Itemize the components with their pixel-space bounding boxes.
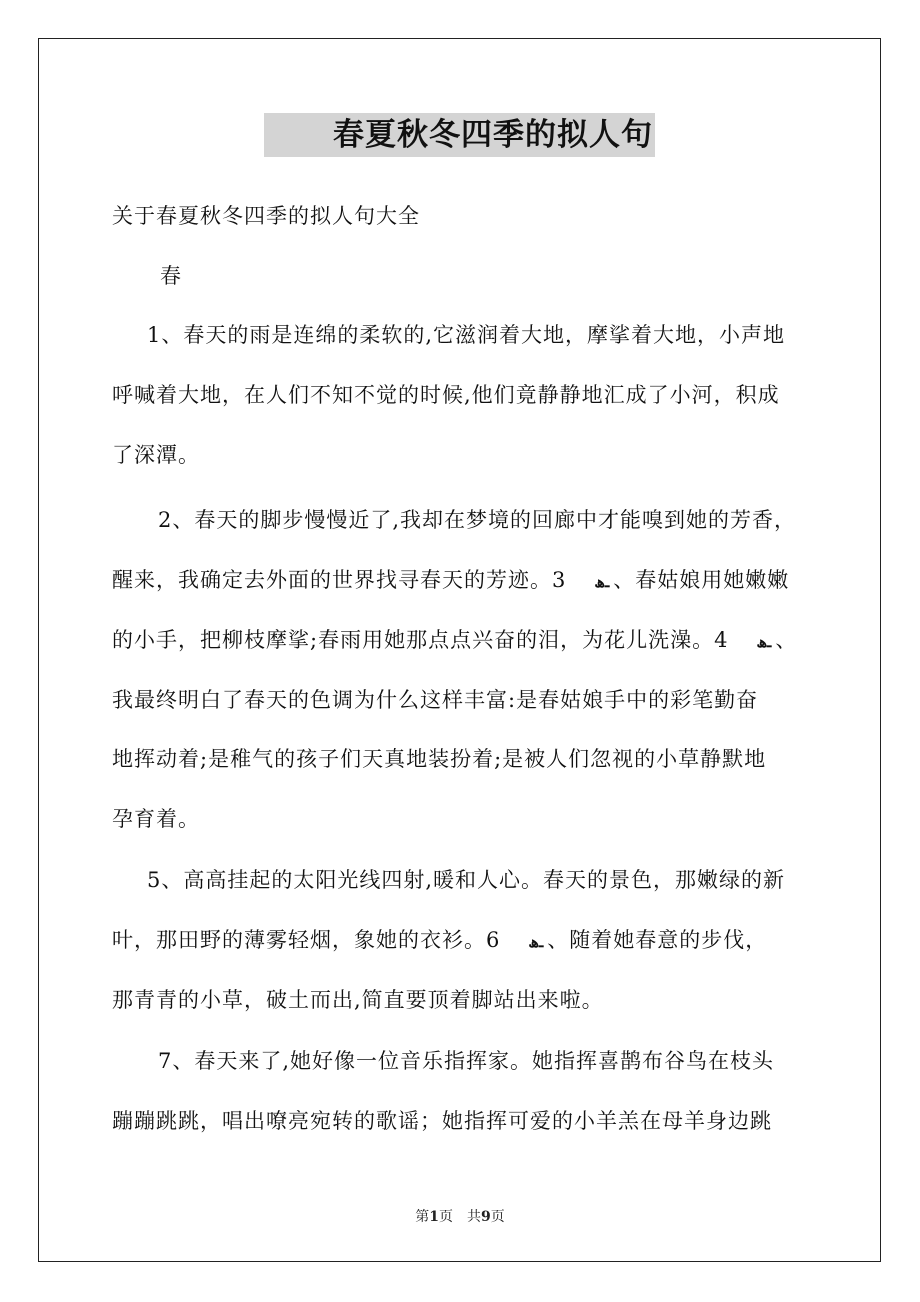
- paragraph-line: 那青青的小草，破土而出,简直要顶着脚站出来啦。: [112, 988, 604, 1012]
- footer-total-pages: 9: [481, 1209, 491, 1225]
- text-segment: 叶，那田野的薄雾轻烟，象她的衣衫。6: [112, 928, 501, 952]
- page-footer: [0, 1208, 920, 1226]
- paragraph-line: 蹦蹦跳跳，唱出嘹亮宛转的歌谣；她指挥可爱的小羊羔在母羊身边跳: [112, 1109, 772, 1133]
- inline-glyph-mark: ـﮪ: [756, 632, 772, 651]
- section-heading: 春: [160, 264, 182, 288]
- paragraph-line: [112, 926, 767, 956]
- text-segment: 醒来，我确定去外面的世界找寻春天的芳迹。3: [112, 568, 567, 592]
- text-segment: 、随着她春意的步伐，: [547, 928, 768, 952]
- footer-current-page: 1: [429, 1209, 439, 1225]
- paragraph-line: 地挥动着;是稚气的孩子们天真地装扮着;是被人们忽视的小草静默地: [112, 747, 767, 771]
- footer-suffix: 页: [490, 1209, 505, 1225]
- paragraph-line: 2、春天的脚步慢慢近了,我却在梦境的回廊中才能嗅到她的芳香，: [158, 508, 797, 532]
- paragraph-line: [112, 626, 797, 656]
- paragraph-line: 孕育着。: [112, 807, 200, 831]
- subtitle: 关于春夏秋冬四季的拟人句大全: [112, 204, 420, 228]
- inline-glyph-mark: ـﮪ: [594, 572, 610, 591]
- paragraph-line: [112, 566, 789, 596]
- paragraph-line: 呼喊着大地，在人们不知不觉的时候,他们竟静静地汇成了小河，积成: [112, 383, 780, 407]
- page-title: 春夏秋冬四季的拟人句: [333, 117, 653, 153]
- paragraph-line: 我最终明白了春天的色调为什么这样丰富:是春姑娘手中的彩笔勤奋: [112, 688, 759, 712]
- paragraph-line: 了深潭。: [112, 443, 200, 467]
- text-segment: 的小手，把柳枝摩挲;春雨用她那点点兴奋的泪，为花儿洗澡。4: [112, 628, 729, 652]
- footer-prefix: 第: [415, 1209, 430, 1225]
- footer-middle: 页 共: [439, 1209, 481, 1225]
- paragraph-line: 7、春天来了,她好像一位音乐指挥家。她指挥喜鹊布谷鸟在枝头: [158, 1049, 775, 1073]
- paragraph-line: 1、春天的雨是连绵的柔软的,它滋润着大地，摩挲着大地，小声地: [147, 323, 786, 347]
- paragraph-line: 5、高高挂起的太阳光线四射,暖和人心。春天的景色，那嫩绿的新: [147, 868, 786, 892]
- title-highlight: [264, 113, 655, 157]
- inline-glyph-mark: ـﮪ: [528, 932, 544, 951]
- text-segment: 、: [775, 628, 798, 652]
- text-segment: 、春姑娘用她嫩嫩: [613, 568, 790, 592]
